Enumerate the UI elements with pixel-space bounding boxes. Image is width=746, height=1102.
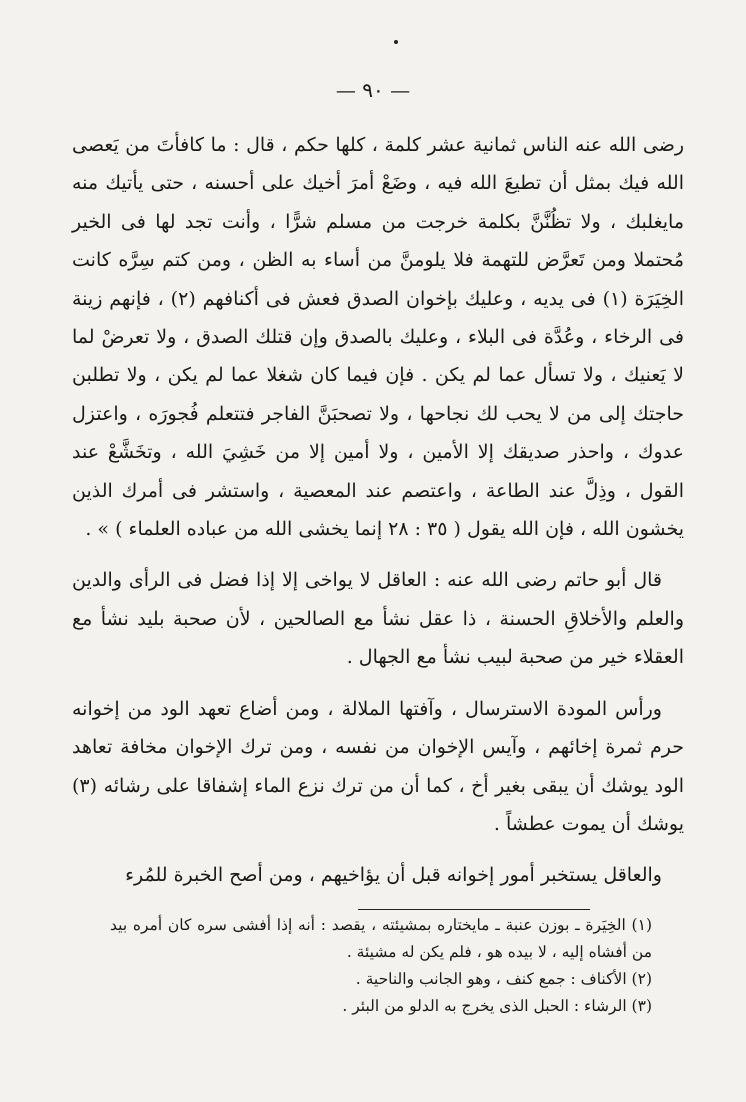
ink-dot [394,40,398,44]
footnote-divider [358,909,590,910]
paragraph: والعاقل يستخبر أمور إخوانه قبل أن يؤاخيهم ، ومن أصح الخبرة للمُرء [125,864,662,887]
page-number: — ٩٠ — [335,78,411,102]
paragraph: رضى الله عنه الناس ثمانية عشر كلمة ، كلها حكم ، قال : ما كافأتَ من يَعصى الله فيك بمثل أن تطيعَ الله فيه ، وضَعْ أمرَ أخيك على أحسنه ، حتى يأتيك منه مايغلبك ، ولا تظُنَّنَّ بكلمة خرجت من مسلم شرًّا ، وأنت تجد لها فى الخير مُحتملا ومن تَعرَّض للتهمة فلا يلومنَّ من أساء به الظن ، ومن كتم سِرَّه كانت الخِيَرَة (١) فى يديه ، وعليك بإخوان الصدق فعش فى أكنافهم (٢) ، فإنهم زينة فى الرخاء ، وعُدَّة فى البلاء ، وعليك بالصدق وإن قتلك الصدق ، ولا تعرضْ لما لا يَعنيك ، ولا تسأل عما لم يكن . فإن فيما كان شغلا عما لم يكن ، ولا تطلبن حاجتك إلى من لا يحب لك نجاحها ، ولا تصحبَنَّ الفاجر فتتعلم فُجورَه ، واعتزل عدوك ، واحذر صديقك إلا الأمين ، ولا أمين إلا من خَشِيَ الله ، وتخَشَّعْ عند القول ، وذِلَّ عند الطاعة ، واعتصم عند المعصية ، واستشر فى أمرك الذين يخشون الله ، فإن الله يقول ( ٣٥ : ٢٨ إنما يخشى الله من عباده العلماء ) » . [72,134,684,541]
footnote: (١) الخِيَرة ـ بوزن عنبة ـ مايختاره بمشيئته ، يقصد : أنه إذا أفشى سره كان أمره بيد من أفشاه إليه ، لا بيده هو ، فلم يكن له مشيئة . [110,916,652,961]
footnote: (٣) الرشاء : الحبل الذى يخرج به الدلو من البئر . [342,997,652,1015]
paragraph: قال أبو حاتم رضى الله عنه : العاقل لا يواخى إلا إذا فضل فى الرأى والدين والعلم والأخلاقِ الحسنة ، ذا عقل نشأ مع الصالحين ، لأن صحبة بليد نشأ مع العقلاء خير من صحبة لبيب نشأ مع الجهال . [72,569,684,669]
footnote: (٢) الأكناف : جمع كنف ، وهو الجانب والناحية . [355,970,652,988]
main-text [72,126,684,908]
paragraph: ورأس المودة الاسترسال ، وآفتها الملالة ، ومن أضاع تعهد الود من إخوانه حرم ثمرة إخائهم ، وآيس الإخوان من نفسه ، ومن ترك الإخوان مخافة تعاهد الود يوشك أن يبقى بغير أخ ، كما أن من ترك نزع الماء إشفاقا على رشائه (٣) يوشك أن يموت عطشاً . [72,697,684,835]
footnotes [110,912,652,1020]
